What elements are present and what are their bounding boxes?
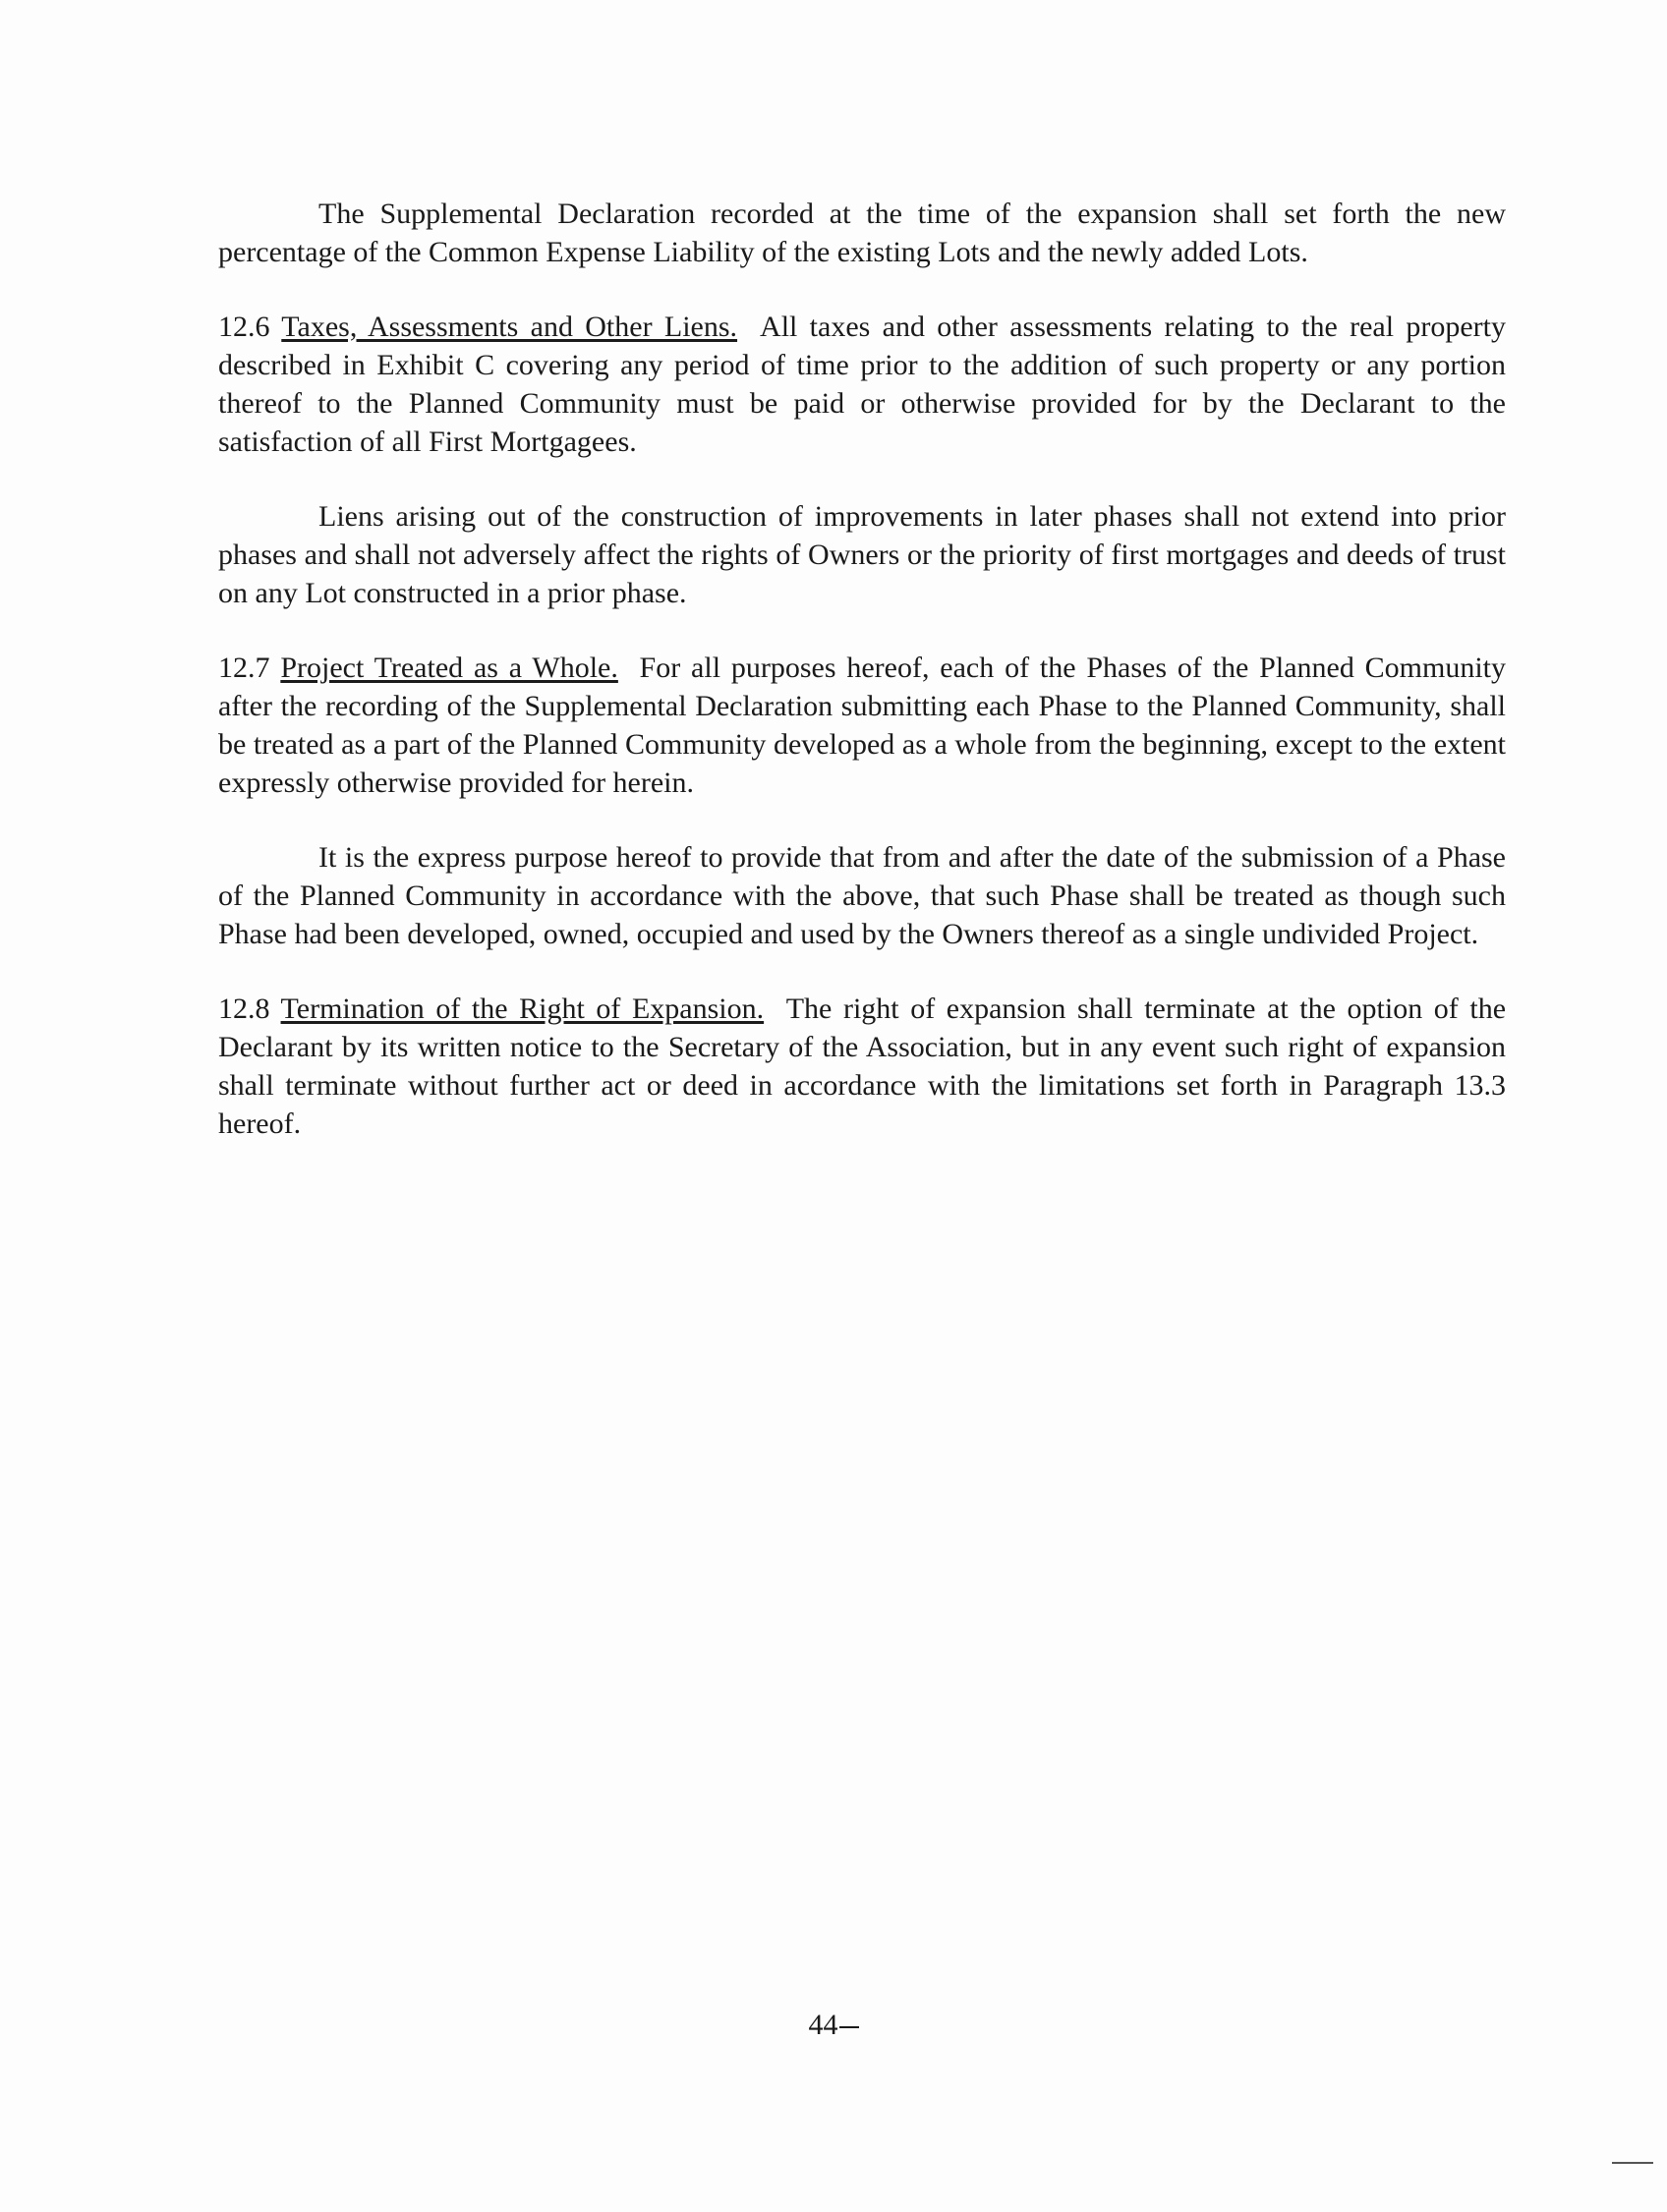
page-number-text: 44 [808, 2009, 838, 2041]
document-body [218, 195, 1506, 1179]
section-number: 12.8 [218, 993, 270, 1025]
section-heading: Termination of the Right of Expansion. [280, 993, 765, 1025]
section-12-7 [218, 649, 1506, 802]
section-text: All taxes and other assessments relating to the real property described in Exhibit C covering any period of time prior to the addition of such property or any portion thereof to the Planned Community must be paid or otherwise provided for by the Declarant to the satisfaction of all First Mortgagees. [218, 311, 1506, 458]
section-heading: Project Treated as a Whole. [280, 652, 618, 684]
scan-edge-mark [1612, 2162, 1653, 2164]
section-number: 12.6 [218, 311, 270, 343]
section-12-8 [218, 990, 1506, 1143]
section-text: For all purposes hereof, each of the Phases of the Planned Community after the recording of the Supplemental Declaration submitting each Phase to the Planned Community, shall be treated as a part of the Planned Community developed as a whole from the beginning, except to the extent expressly otherwise provided for herein. [218, 652, 1507, 799]
section-12-6 [218, 308, 1506, 461]
section-number: 12.7 [218, 652, 270, 684]
section-text: The right of expansion shall terminate at the option of the Declarant by its written notice to the Secretary of the Association, but in any event such right of expansion shall terminate without further act or deed in accordance with the limitations set forth in Paragraph 13.3 hereof. [218, 993, 1507, 1140]
paragraph-text: It is the express purpose hereof to provide that from and after the date of the submission of a Phase of the Planned Community in accordance with the above, that such Phase shall be treated as though such Phase had been developed, owned, occupied and used by the Owners thereof as a single undivided Project. [218, 841, 1506, 950]
page-number [0, 2009, 1667, 2042]
paragraph-text: Liens arising out of the construction of improvements in later phases shall not extend into prior phases and shall not adversely affect the rights of Owners or the priority of first mortgages and deeds of trust on any Lot constructed in a prior phase. [218, 500, 1506, 609]
section-heading: Taxes, Assessments and Other Liens. [281, 311, 738, 343]
paragraph-supplemental-declaration [218, 195, 1506, 271]
paragraph-liens [218, 497, 1506, 612]
paragraph-express-purpose [218, 838, 1506, 953]
paragraph-text: The Supplemental Declaration recorded at the time of the expansion shall set forth the new percentage of the Common Expense Liability of the existing Lots and the newly added Lots. [218, 198, 1506, 268]
page-number-dash [839, 2026, 859, 2028]
